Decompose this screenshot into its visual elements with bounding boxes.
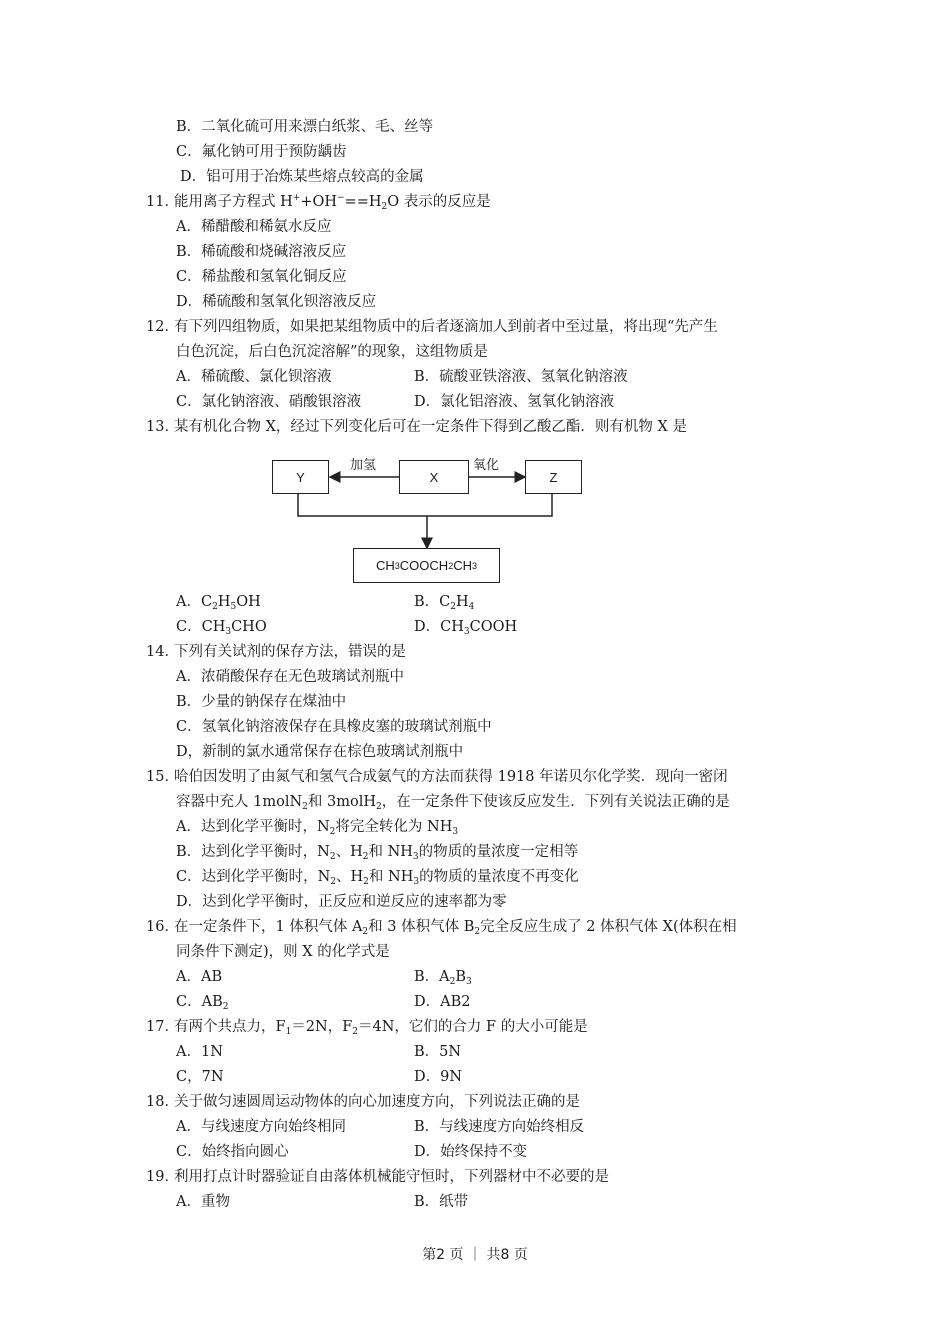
q17-option-c: C，7N <box>176 1069 224 1085</box>
box-z: Z <box>525 460 582 494</box>
q15-option-a: A．达到化学平衡时，$N_2$将完全转化为 $NH_3$ <box>176 819 459 837</box>
q15-stem-line2: 容器中充人 1molN$_2$和 3molH$_2$，在一定条件下使该反应发生．下列有关说法正确的是 <box>176 794 730 812</box>
q17-stem: 17．有两个共点力，$F_1=2N$，$F_2=4N$，它们的合力 F 的大小可能是 <box>146 1019 588 1037</box>
q16-options-row1 <box>176 967 876 987</box>
question-number: 16． <box>146 919 179 935</box>
q13-stem: 13．某有机化合物 X，经过下列变化后可在一定条件下得到乙酸乙酯．则有机物 X 是 <box>146 419 687 435</box>
q16-option-d: D．AB2 <box>414 994 471 1010</box>
q16-option-b: B．$A_2B_3$ <box>414 969 472 987</box>
q12-options-row2 <box>176 392 876 412</box>
q19-stem: 19．利用打点计时器验证自由落体机械能守恒时，下列器材中不必要的是 <box>146 1169 609 1185</box>
reaction-diagram <box>270 452 560 587</box>
q10-option-c: C．氟化钠可用于预防龋齿 <box>176 144 347 160</box>
q13-option-a: A．$C_2H_5OH$ <box>176 594 261 612</box>
question-number: 17． <box>146 1019 179 1035</box>
q16-stem-line1: 16．在一定条件下，1 体积气体 $A_2$和 3 体积气体 $B_2$完全反应生成了 2 体积气体 X(体积在相 <box>146 919 737 937</box>
q12-option-b: B．硫酸亚铁溶液、氢氧化钠溶液 <box>414 369 628 385</box>
q14-option-d: D，新制的氯水通常保存在棕色玻璃试剂瓶中 <box>176 744 464 760</box>
q18-options-row2 <box>176 1142 876 1162</box>
q11-stem: 11．能用离子方程式 $H^++OH^-==H_2O$ 表示的反应是 <box>146 193 491 212</box>
q17-options-row1 <box>176 1042 876 1062</box>
q12-option-c: C．氯化钠溶液、硝酸银溶液 <box>176 394 362 410</box>
combine-line <box>298 492 552 516</box>
q16-stem-line2: 同条件下测定)，则 X 的化学式是 <box>176 944 390 960</box>
q11-option-c: C．稀盐酸和氢氧化铜反应 <box>176 269 347 285</box>
q12-option-d: D．氯化铝溶液、氢氧化钠溶液 <box>414 394 615 410</box>
q14-option-b: B．少量的钠保存在煤油中 <box>176 694 347 710</box>
q13-option-d: D．$CH_3COOH$ <box>414 619 518 637</box>
box-y: Y <box>272 460 329 494</box>
question-number: 11． <box>146 194 179 210</box>
label-hydrogenation: 加氢 <box>350 458 377 473</box>
q15-option-b: B．达到化学平衡时，$N_2$、$H_2$和 $NH_3$的物质的量浓度一定相等 <box>176 844 579 862</box>
q18-option-b: B．与线速度方向始终相反 <box>414 1119 585 1135</box>
q16-option-c: C．$AB_2$ <box>176 994 229 1012</box>
q11-option-d: D．稀硫酸和氢氧化钡溶液反应 <box>176 294 377 310</box>
q15-option-d: D．达到化学平衡时，正反应和逆反应的速率都为零 <box>176 894 507 910</box>
q12-stem-line2: 白色沉淀，后白色沉淀溶解”的现象，这组物质是 <box>176 344 488 360</box>
question-number: 12． <box>146 319 179 335</box>
question-number: 14． <box>146 644 179 660</box>
q19-option-b: B．纸带 <box>414 1194 469 1210</box>
box-product: CH 3 COOCH 2 CH 3 <box>353 548 500 583</box>
q19-options-row1 <box>176 1192 876 1212</box>
q11-option-a: A．稀醋酸和稀氨水反应 <box>176 219 332 235</box>
q10-option-d: D．铝可用于冶炼某些熔点较高的金属 <box>180 169 424 185</box>
q18-options-row1 <box>176 1117 876 1137</box>
q15-stem-line1: 15．哈伯因发明了由氮气和氢气合成氨气的方法而获得 1918 年诺贝尔化学奖．现向一密闭 <box>146 769 728 785</box>
q16-option-a: A．AB <box>176 969 223 985</box>
q17-option-a: A．1N <box>176 1044 223 1060</box>
page-footer: 第2 页 ｜ 共8 页 <box>422 1247 528 1263</box>
q13-option-c: C．$CH_3CHO$ <box>176 619 267 637</box>
q18-option-c: C．始终指向圆心 <box>176 1144 289 1160</box>
q11-option-b: B．稀硫酸和烧碱溶液反应 <box>176 244 347 260</box>
q15-option-c: C．达到化学平衡时，$N_2$、$H_2$和 $NH_3$的物质的量浓度不再变化 <box>176 869 579 887</box>
q13-option-b: B．$C_2H_4$ <box>414 594 475 612</box>
label-oxidation: 氧化 <box>473 458 500 473</box>
question-number: 19． <box>146 1169 179 1185</box>
q18-stem: 18．关于做匀速圆周运动物体的向心加速度方向，下列说法正确的是 <box>146 1094 580 1110</box>
q18-option-a: A．与线速度方向始终相同 <box>176 1119 346 1135</box>
q14-option-a: A．浓硝酸保存在无色玻璃试剂瓶中 <box>176 669 404 685</box>
question-number: 15． <box>146 769 179 785</box>
q17-option-b: B．5N <box>414 1044 462 1060</box>
q17-options-row2 <box>176 1067 876 1087</box>
question-number: 13． <box>146 419 179 435</box>
box-x: X <box>399 460 469 494</box>
q12-options-row1 <box>176 367 876 387</box>
q12-stem-line1: 12．有下列四组物质，如果把某组物质中的后者逐滴加人到前者中至过量，将出现“先产生 <box>146 319 718 335</box>
q12-option-a: A．稀硫酸、氯化钡溶液 <box>176 369 332 385</box>
q14-stem: 14．下列有关试剂的保存方法，错误的是 <box>146 644 406 660</box>
q17-option-d: D．9N <box>414 1069 463 1085</box>
q13-options-row2 <box>176 617 876 637</box>
q16-options-row2 <box>176 992 876 1012</box>
question-number: 18． <box>146 1094 179 1110</box>
q10-option-b: B．二氧化硫可用来漂白纸浆、毛、丝等 <box>176 119 434 135</box>
q14-option-c: C．氢氧化钠溶液保存在具橡皮塞的玻璃试剂瓶中 <box>176 719 492 735</box>
q13-options-row1 <box>176 592 876 612</box>
q18-option-d: D．始终保持不变 <box>414 1144 528 1160</box>
q19-option-a: A．重物 <box>176 1194 230 1210</box>
